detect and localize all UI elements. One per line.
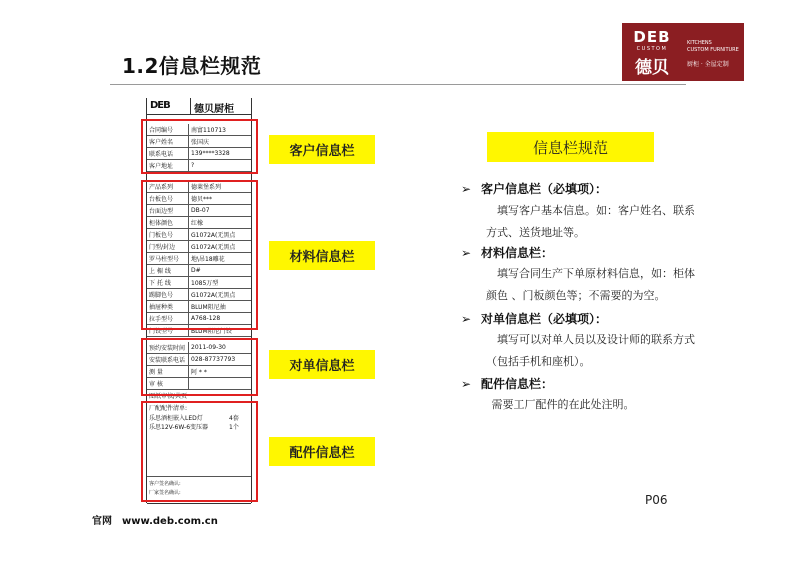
form-header-divider — [190, 98, 191, 114]
bullet-material-desc — [486, 263, 716, 307]
form-row-value: 张国庆 — [191, 139, 210, 146]
form-row-key: 踢脚色号 — [147, 289, 189, 300]
form-row-value: 红橡 — [191, 220, 204, 227]
form-row-value: G1072A(无黑点 — [191, 292, 236, 299]
order-label: 对单信息栏 — [269, 350, 375, 379]
form-row-value: BLUM阻尼门铰 — [191, 328, 232, 335]
form-row-value: D# — [191, 267, 201, 274]
bullet-parts — [461, 375, 553, 392]
form-row-value: 德莱堡系列 — [191, 184, 222, 191]
parts-frame — [141, 401, 258, 502]
form-row-key: 产品系列 — [147, 181, 189, 192]
form-row-value: 德贝*** — [191, 196, 213, 203]
form-row-key: 测 量 — [147, 366, 189, 377]
bullet-customer — [461, 180, 607, 197]
form-row-value: BLUM阻尼抽 — [191, 304, 226, 311]
form-row-value: DB-07 — [191, 207, 210, 214]
bullet-heading: 对单信息栏（必填项）： — [481, 312, 608, 326]
desc-line: 颜色 、门板颜色等；不需要的为空。 — [486, 289, 666, 302]
title-divider — [110, 84, 686, 85]
form-row-value: 地\吊18雕花 — [191, 256, 225, 263]
arrow-bullet-icon: ➢ — [461, 246, 472, 260]
page-number: P06 — [645, 493, 668, 507]
form-row-key: 门板色号 — [147, 229, 189, 240]
logo-brand: DEB — [633, 28, 671, 46]
form-part-name: 乐思12V-6W-6变压器 — [149, 424, 209, 431]
bullet-heading: 客户信息栏（必填项）： — [481, 182, 608, 196]
form-row-value: ? — [191, 162, 195, 169]
form-sign-line: 客户签名确认: — [149, 481, 181, 487]
bullet-heading: 配件信息栏： — [481, 377, 554, 391]
form-row-value: G1072A(无黑点 — [191, 232, 236, 239]
order-frame — [141, 338, 258, 396]
desc-line: （包括手机和座机）。 — [486, 355, 591, 368]
form-row-key: 上 楣 线 — [147, 265, 189, 276]
form-row-key: 下 托 线 — [147, 277, 189, 288]
arrow-bullet-icon: ➢ — [461, 182, 472, 196]
material-label: 材料信息栏 — [269, 241, 375, 270]
form-row-key: 预约安装时间 — [147, 342, 189, 353]
form-row-key: 门型/封边 — [147, 241, 189, 252]
arrow-bullet-icon: ➢ — [461, 377, 472, 391]
desc-line: 需要工厂配件的在此处注明。 — [491, 398, 635, 411]
form-row-value: 2011-09-30 — [191, 344, 226, 351]
form-row-key: 客户姓名 — [147, 136, 189, 147]
customer-label: 客户信息栏 — [269, 135, 375, 164]
bullet-parts-desc — [486, 394, 716, 416]
customer-frame — [141, 119, 258, 174]
logo-mark — [622, 23, 682, 81]
form-row-key: 合同编号 — [147, 124, 189, 135]
deb-logo — [622, 23, 742, 81]
form-header-title: 德贝厨柜 — [194, 104, 234, 115]
logo-side — [682, 23, 744, 81]
form-order-extra: 图纸审核/共页 — [149, 393, 188, 400]
form-part-name: 乐思酒柜嵌入LED灯 — [149, 415, 203, 422]
form-part-qty: 1个 — [229, 424, 239, 431]
bullet-order-desc — [486, 329, 716, 373]
desc-line: 方式、送货地址等。 — [486, 226, 585, 239]
bullet-heading: 材料信息栏： — [481, 246, 554, 260]
form-row-value: 139****3328 — [191, 150, 230, 157]
form-row-key: 罗马柱型号 — [147, 253, 189, 264]
footer — [92, 512, 218, 527]
form-row-key: 台面边型 — [147, 205, 189, 216]
logo-tagline: 厨柜 · 全屋定制 — [687, 61, 729, 68]
form-row-value: 南富110713 — [191, 127, 226, 134]
material-frame — [141, 180, 258, 330]
slide-title: 1.2信息栏规范 — [122, 54, 262, 78]
form-row-key: 门铰型号 — [147, 325, 189, 336]
form-part-qty: 4套 — [229, 415, 239, 422]
bullet-order — [461, 310, 607, 327]
form-row-value: A768-128 — [191, 315, 221, 322]
form-row-value: G1072A(无黑点 — [191, 244, 236, 251]
parts-label: 配件信息栏 — [269, 437, 375, 466]
logo-custom: CUSTOM — [636, 46, 668, 52]
desc-line: 填写合同生产下单原材料信息，如：柜体 — [497, 267, 695, 280]
bullet-material — [461, 244, 553, 261]
form-row-key: 安装联系电话 — [147, 354, 189, 365]
form-row-key: 柜体颜色 — [147, 217, 189, 228]
form-header-logo: DEB — [150, 100, 170, 111]
rules-title: 信息栏规范 — [487, 132, 654, 162]
logo-brand-cn: 德贝 — [635, 58, 669, 78]
form-row-key: 审 核 — [147, 378, 189, 389]
form-row-value: 1085万型 — [191, 280, 219, 287]
form-sign-line: 厂家签名确认: — [149, 490, 181, 496]
footer-label: 官网 — [92, 516, 112, 527]
desc-line: 填写可以对单人员以及设计师的联系方式 — [497, 333, 695, 346]
bullet-customer-desc — [486, 200, 716, 244]
form-row-key: 拉手型号 — [147, 313, 189, 324]
form-row-value: 028-87737793 — [191, 356, 236, 363]
form-row-key: 联系电话 — [147, 148, 189, 159]
arrow-bullet-icon: ➢ — [461, 312, 472, 326]
logo-en-line: KITCHENS — [687, 40, 712, 46]
form-header — [147, 98, 251, 115]
form-row-key: 抽屉种类 — [147, 301, 189, 312]
form-row-value: 阿 * * — [191, 369, 207, 376]
footer-url[interactable]: www.deb.com.cn — [122, 516, 218, 527]
form-row-key: 客户地址 — [147, 160, 189, 171]
logo-en — [687, 40, 744, 54]
logo-en-line: CUSTOM FURNITURE — [687, 47, 739, 53]
desc-line: 填写客户基本信息。如：客户姓名、联系 — [497, 204, 695, 217]
form-parts-title: 厂配配件清单: — [149, 405, 188, 412]
form-row-key: 台板色号 — [147, 193, 189, 204]
